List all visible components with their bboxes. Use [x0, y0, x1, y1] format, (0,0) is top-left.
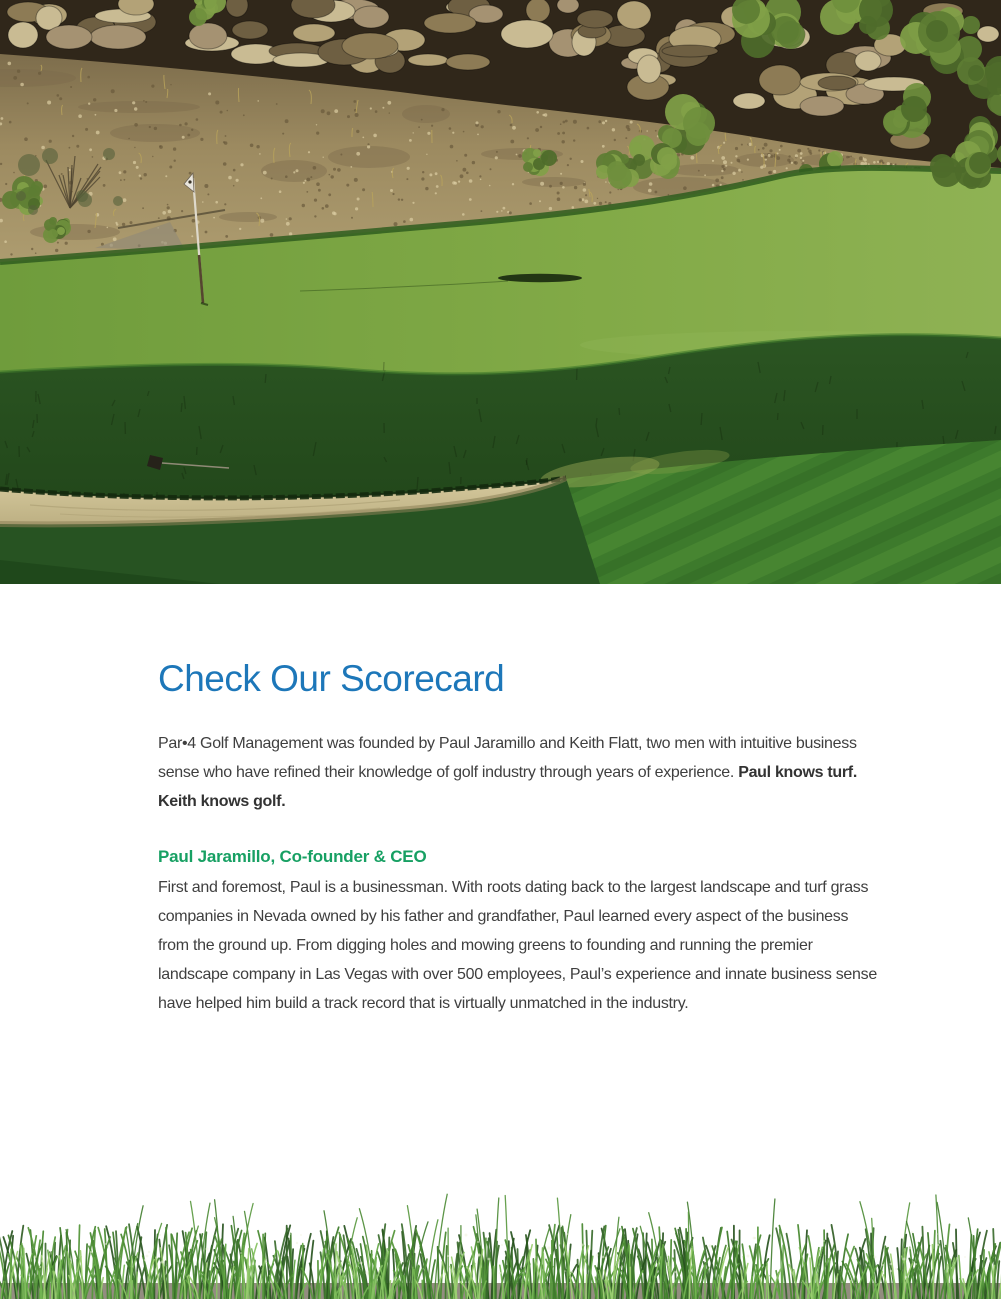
text-line: have helped him build a track record that is virtually unmatched in the industry. [158, 995, 689, 1012]
section-heading: Paul Jaramillo, Co-founder & CEO [158, 847, 427, 866]
intro-paragraph [158, 729, 857, 816]
text-line: companies in Nevada owned by his father and grandfather, Paul learned every aspect of the business [158, 908, 849, 925]
bio-paragraph [158, 873, 877, 1018]
text-line: sense who have refined their knowledge of golf industry through years of experience. Paul knows turf. [158, 764, 857, 781]
text-line: Keith knows golf. [158, 793, 286, 810]
text-line: Par•4 Golf Management was founded by Paul Jaramillo and Keith Flatt, two men with intuitive business [158, 735, 857, 752]
text-line: landscape company in Las Vegas with over 500 employees, Paul’s experience and innate business sense [158, 966, 877, 983]
page-title: Check Our Scorecard [158, 658, 505, 699]
text-line: First and foremost, Paul is a businessman. With roots dating back to the largest landscape and turf grass [158, 879, 869, 896]
text-line: from the ground up. From digging holes and mowing greens to founding and running the premier [158, 937, 813, 954]
grass-footer-image [0, 1187, 1001, 1299]
